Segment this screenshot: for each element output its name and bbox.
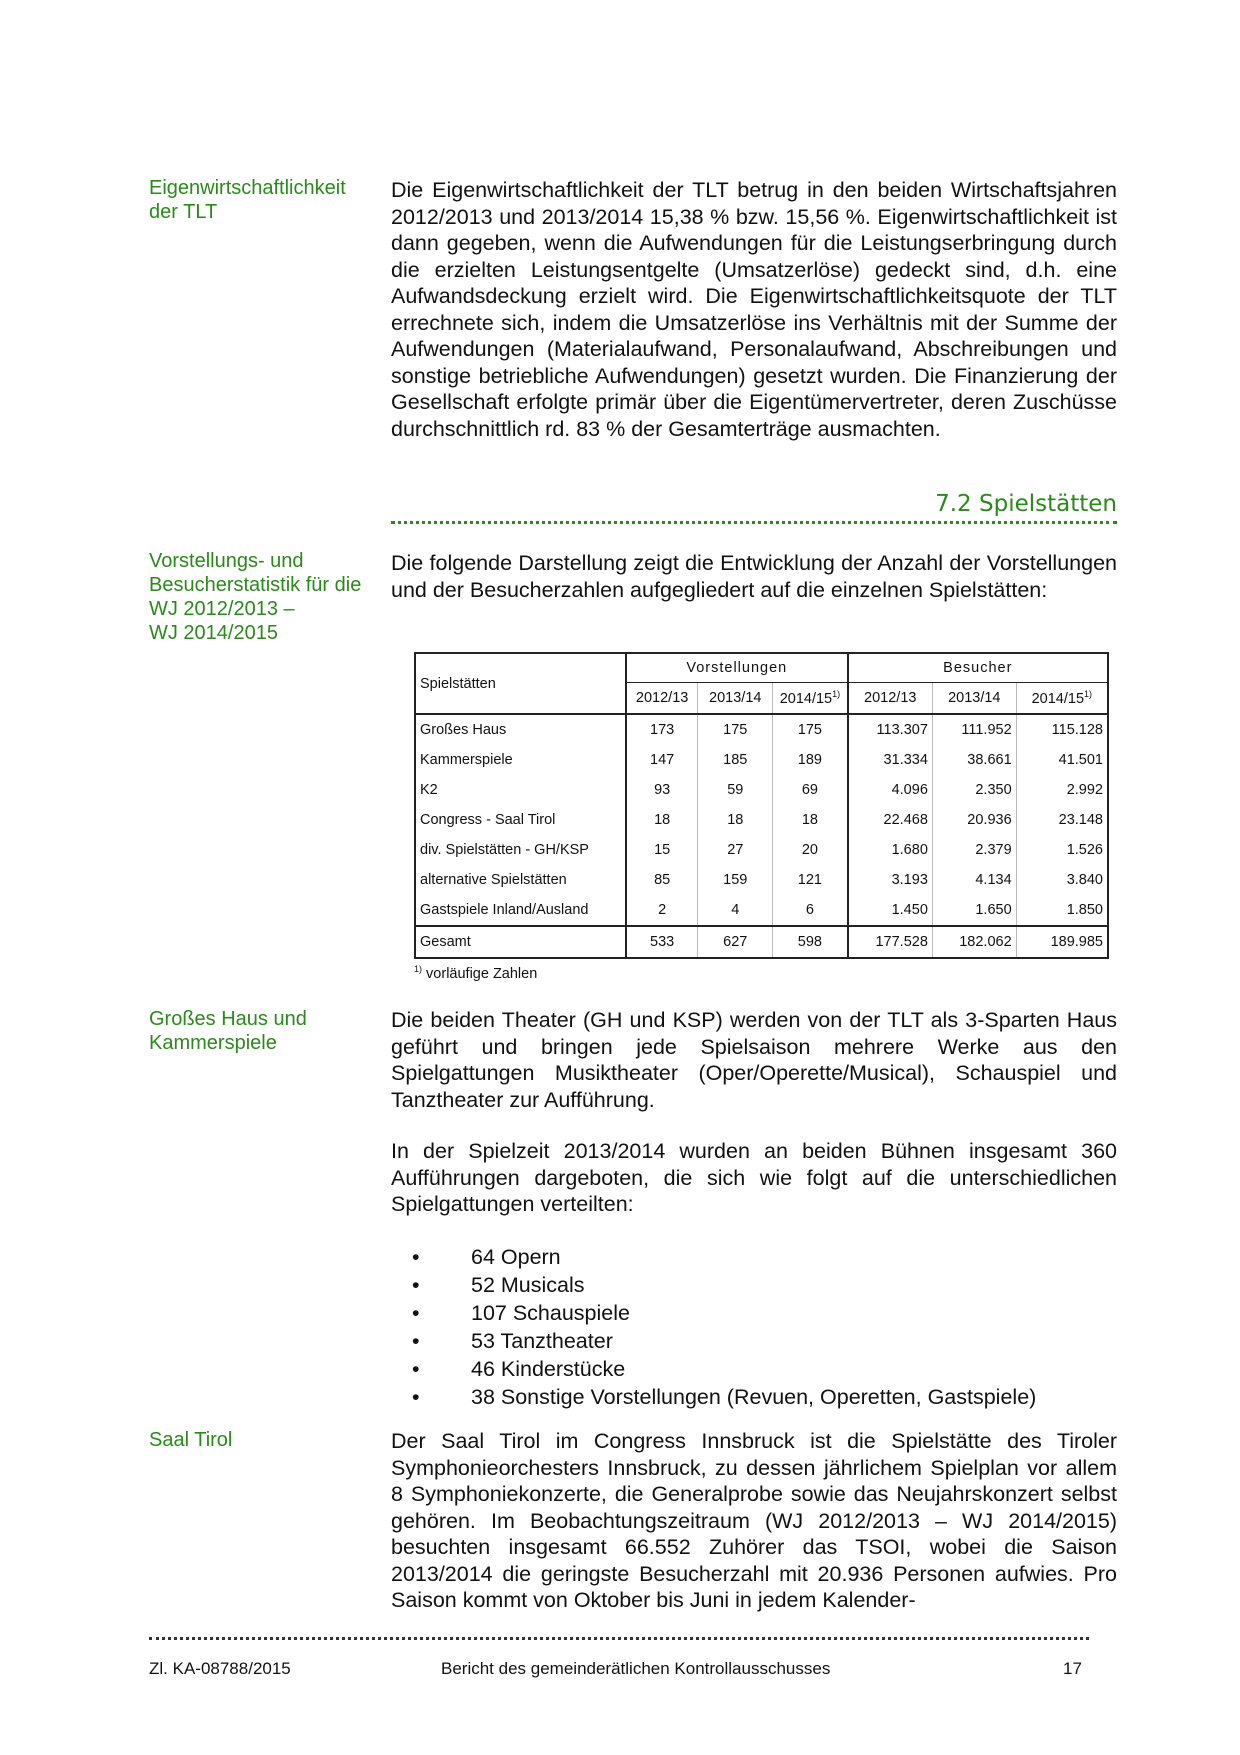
year-header (1016, 683, 1108, 715)
spielstaetten-table (414, 652, 1109, 959)
table-footnote (414, 964, 537, 982)
table-row (415, 835, 1108, 865)
cell-vorstellungen: 6 (773, 895, 848, 926)
cell-vorstellungen: 173 (626, 714, 698, 745)
spielgattungen-list (391, 1243, 1036, 1411)
section-divider (391, 521, 1117, 524)
cell-vorstellungen: 20 (773, 835, 848, 865)
side-label-eigenwirtschaftlichkeit (149, 176, 379, 224)
cell-besucher: 23.148 (1016, 805, 1108, 835)
cell-vorstellungen: 85 (626, 865, 698, 895)
cell-vorstellungen: 627 (698, 926, 773, 958)
cell-vorstellungen: 598 (773, 926, 848, 958)
footnote-text: vorläufige Zahlen (426, 965, 538, 982)
year-header-label: 2014/15 (1031, 690, 1085, 707)
year-header: 2012/13 (626, 683, 698, 715)
section-heading: 7.2 Spielstätten (935, 491, 1117, 517)
year-header (773, 683, 848, 715)
cell-besucher: 182.062 (932, 926, 1016, 958)
cell-vorstellungen: 147 (626, 745, 698, 775)
list-item: • 64 Opern (391, 1243, 1036, 1271)
side-label-line: der TLT (149, 201, 218, 223)
cell-vorstellungen: 159 (698, 865, 773, 895)
cell-vorstellungen: 121 (773, 865, 848, 895)
cell-vorstellungen: 185 (698, 745, 773, 775)
cell-besucher: 1.650 (932, 895, 1016, 926)
cell-vorstellungen: 175 (698, 714, 773, 745)
cell-vorstellungen: 4 (698, 895, 773, 926)
paragraph-eigenwirtschaftlichkeit: Die Eigenwirtschaftlichkeit der TLT betrug in den beiden Wirtschaftsjahren 2012/2013 und 2013/2014 15,38 % bzw. 15,56 %. Eigenwirtschaftlichkeit ist dann gegeben, wenn die Aufwendungen für die Leistungserbringung durch die erzielten Leistungsentgelte (Umsatzerlöse) gedeckt sind, d.h. eine Aufwandsdeckung erzielt wird. Die Eigenwirtschaftlichkeitsquote der TLT errechnete sich, indem die Umsatzerlöse ins Verhältnis mit der Summe der Aufwendungen (Materialaufwand, Personalaufwand, Abschreibungen und sonstige betriebliche Aufwendungen) gesetzt wurden. Die Finanzierung der Gesellschaft erfolgte primär über die Eigentümervertreter, deren Zuschüsse durchschnittlich rd. 83 % der Gesamterträge ausmachten. (391, 178, 1117, 441)
cell-besucher: 41.501 (1016, 745, 1108, 775)
cell-besucher: 4.134 (932, 865, 1016, 895)
group-header-besucher: Besucher (848, 653, 1108, 683)
cell-besucher: 177.528 (848, 926, 933, 958)
list-item: • 107 Schauspiele (391, 1299, 1036, 1327)
side-label-line: WJ 2012/2013 – (149, 598, 295, 620)
cell-vorstellungen: 18 (773, 805, 848, 835)
table-row (415, 805, 1108, 835)
cell-besucher: 1.450 (848, 895, 933, 926)
cell-besucher: 4.096 (848, 775, 933, 805)
cell-besucher: 1.850 (1016, 895, 1108, 926)
row-label: alternative Spielstätten (415, 865, 626, 895)
side-label-line: Vorstellungs- und (149, 550, 304, 572)
cell-vorstellungen: 189 (773, 745, 848, 775)
side-label-line: Eigenwirtschaftlichkeit (149, 177, 346, 199)
side-label-statistik (149, 549, 379, 645)
year-header: 2013/14 (932, 683, 1016, 715)
table-row (415, 775, 1108, 805)
paragraph-saal-tirol: Der Saal Tirol im Congress Innsbruck ist die Spielstätte des Tiroler Symphonieorchesters Innsbruck, zu dessen jährlichem Spielplan vor allem 8 Symphoniekonzerte, die Generalprobe sowie das Neujahrskonzert selbst gehören. Im Beobachtungszeitraum (WJ 2012/2013 – WJ 2014/2015) besuchten insgesamt 66.552 Zuhörer das TSOI, wobei die Saison 2013/2014 die geringste Besucherzahl mit 20.936 Personen aufwies. Pro Saison kommt von Oktober bis Juni in jedem Kalender- (391, 1429, 1117, 1612)
cell-besucher: 20.936 (932, 805, 1016, 835)
footer-divider (149, 1637, 1089, 1640)
list-item: • 53 Tanztheater (391, 1327, 1036, 1355)
footnote-marker: 1) (1084, 689, 1093, 700)
row-label: Kammerspiele (415, 745, 626, 775)
list-item: • 52 Musicals (391, 1271, 1036, 1299)
side-label-line: Großes Haus und (149, 1008, 307, 1030)
cell-besucher: 3.840 (1016, 865, 1108, 895)
table-row (415, 895, 1108, 926)
table-row (415, 865, 1108, 895)
list-item: • 38 Sonstige Vorstellungen (Revuen, Operetten, Gastspiele) (391, 1383, 1036, 1411)
year-header: 2013/14 (698, 683, 773, 715)
table-row (415, 745, 1108, 775)
cell-besucher: 38.661 (932, 745, 1016, 775)
row-label: Großes Haus (415, 714, 626, 745)
side-label-line: WJ 2014/2015 (149, 622, 278, 644)
footnote-marker: 1) (414, 964, 423, 974)
cell-vorstellungen: 2 (626, 895, 698, 926)
table-total-row (415, 926, 1108, 958)
cell-besucher: 2.350 (932, 775, 1016, 805)
table-header-row (415, 653, 1108, 683)
year-header-label: 2014/15 (779, 690, 833, 707)
footnote-marker: 1) (832, 689, 841, 700)
paragraph-stats-intro: Die folgende Darstellung zeigt die Entwicklung der Anzahl der Vorstellungen und der Besucherzahlen aufgegliedert auf die einzelnen Spielstätten: (391, 551, 1117, 602)
cell-besucher: 3.193 (848, 865, 933, 895)
page-number: 17 (1063, 1659, 1082, 1678)
cell-vorstellungen: 93 (626, 775, 698, 805)
table-row (415, 714, 1108, 745)
cell-besucher: 1.526 (1016, 835, 1108, 865)
year-header: 2012/13 (848, 683, 933, 715)
cell-vorstellungen: 533 (626, 926, 698, 958)
cell-besucher: 111.952 (932, 714, 1016, 745)
cell-vorstellungen: 59 (698, 775, 773, 805)
row-label: Congress - Saal Tirol (415, 805, 626, 835)
cell-besucher: 115.128 (1016, 714, 1108, 745)
side-label-grosses-haus (149, 1007, 379, 1055)
cell-vorstellungen: 18 (626, 805, 698, 835)
row-label: K2 (415, 775, 626, 805)
cell-vorstellungen: 18 (698, 805, 773, 835)
paragraph-gh-2: In der Spielzeit 2013/2014 wurden an beiden Bühnen insgesamt 360 Aufführungen dargeboten, die sich wie folgt auf die unterschiedlichen Spielgattungen verteilten: (391, 1139, 1117, 1216)
side-label-line: Besucherstatistik für die (149, 574, 362, 596)
cell-vorstellungen: 69 (773, 775, 848, 805)
cell-vorstellungen: 27 (698, 835, 773, 865)
cell-besucher: 31.334 (848, 745, 933, 775)
cell-vorstellungen: 15 (626, 835, 698, 865)
footer-reference: Zl. KA-08788/2015 (149, 1659, 291, 1678)
paragraph-gh-1: Die beiden Theater (GH und KSP) werden von der TLT als 3-Sparten Haus geführt und bringen jede Spielsaison mehrere Werke aus den Spielgattungen Musiktheater (Oper/Operette/Musical), Schauspiel und Tanztheater zur Aufführung. (391, 1008, 1117, 1112)
cell-vorstellungen: 175 (773, 714, 848, 745)
column-header-spielstaetten: Spielstätten (415, 653, 626, 714)
group-header-vorstellungen: Vorstellungen (626, 653, 848, 683)
footer-title: Bericht des gemeinderätlichen Kontrollausschusses (441, 1659, 831, 1678)
cell-besucher: 189.985 (1016, 926, 1108, 958)
cell-besucher: 113.307 (848, 714, 933, 745)
side-label-saal-tirol: Saal Tirol (149, 1429, 233, 1451)
cell-besucher: 2.379 (932, 835, 1016, 865)
list-item: • 46 Kinderstücke (391, 1355, 1036, 1383)
side-label-line: Kammerspiele (149, 1032, 277, 1054)
row-label: div. Spielstätten - GH/KSP (415, 835, 626, 865)
row-label: Gesamt (415, 926, 626, 958)
cell-besucher: 1.680 (848, 835, 933, 865)
cell-besucher: 22.468 (848, 805, 933, 835)
row-label: Gastspiele Inland/Ausland (415, 895, 626, 926)
cell-besucher: 2.992 (1016, 775, 1108, 805)
